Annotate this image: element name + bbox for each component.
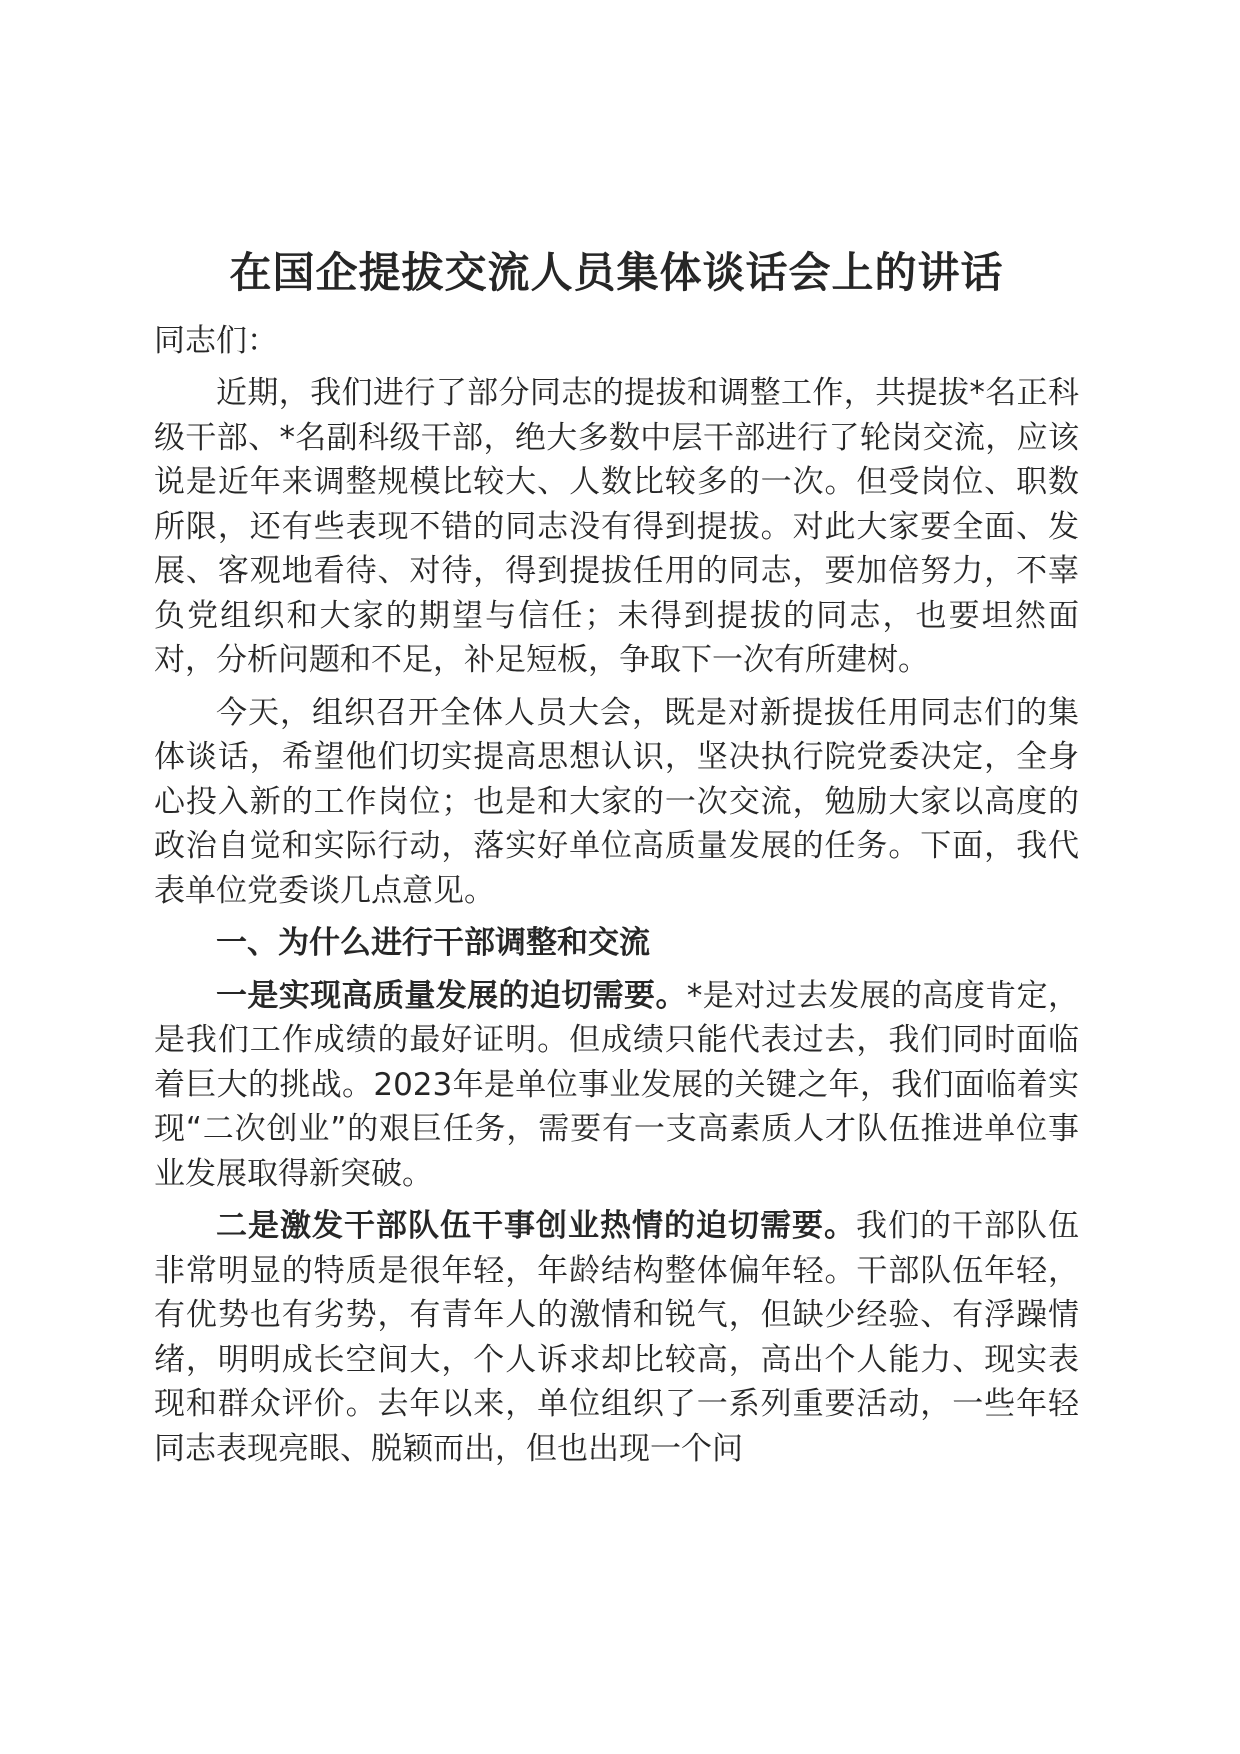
point-text: *是对过去发展的高度肯定，是我们工作成绩的最好证明。但成绩只能代表过去，我们同时面临着巨大的挑战。2023年是单位事业发展的关键之年，我们面临着实现“二次创业”的艰巨任务，需要有一支高素质人才队伍推进单位事业发展取得新突破。 xyxy=(154,977,1080,1192)
point-lead: 一是实现高质量发展的迫切需要。 xyxy=(216,977,687,1014)
point-one xyxy=(154,974,1079,1197)
salutation: 同志们： xyxy=(154,323,278,359)
paragraph-text: 今天，组织召开全体人员大会，既是对新提拔任用同志们的集体谈话，希望他们切实提高思想认识，坚决执行院党委决定，全身心投入新的工作岗位；也是和大家的一次交流，勉励大家以高度的政治自觉和实际行动，落实好单位高质量发展的任务。下面，我代表单位党委谈几点意见。 xyxy=(154,694,1079,909)
paragraph-intro xyxy=(154,371,1079,683)
point-two xyxy=(154,1204,1079,1471)
document-page xyxy=(154,243,1079,1479)
point-text: 我们的干部队伍非常明显的特质是很年轻，年龄结构整体偏年轻。干部队伍年轻，有优势也有劣势，有青年人的激情和锐气，但缺少经验、有浮躁情绪，明明成长空间大，个人诉求却比较高，高出个人能力、现实表现和群众评价。去年以来，单位组织了一系列重要活动，一些年轻同志表现亮眼、脱颖而出，但也出现一个问 xyxy=(154,1208,1079,1467)
paragraph-text: 近期，我们进行了部分同志的提拔和调整工作，共提拔*名正科级干部、*名副科级干部，绝大多数中层干部进行了轮岗交流，应该说是近年来调整规模比较大、人数比较多的一次。但受岗位、职数所限，还有些表现不错的同志没有得到提拔。对此大家要全面、发展、客观地看待、对待，得到提拔任用的同志，要加倍努力，不辜负党组织和大家的期望与信任；未得到提拔的同志，也要坦然面对，分析问题和不足，补足短板，争取下一次有所建树。 xyxy=(154,375,1079,678)
section-heading: 一、为什么进行干部调整和交流 xyxy=(216,925,650,961)
point-lead: 二是激发干部队伍干事创业热情的迫切需要。 xyxy=(216,1208,856,1244)
document-title: 在国企提拔交流人员集体谈话会上的讲话 xyxy=(229,248,1004,297)
paragraph-purpose xyxy=(154,691,1079,914)
